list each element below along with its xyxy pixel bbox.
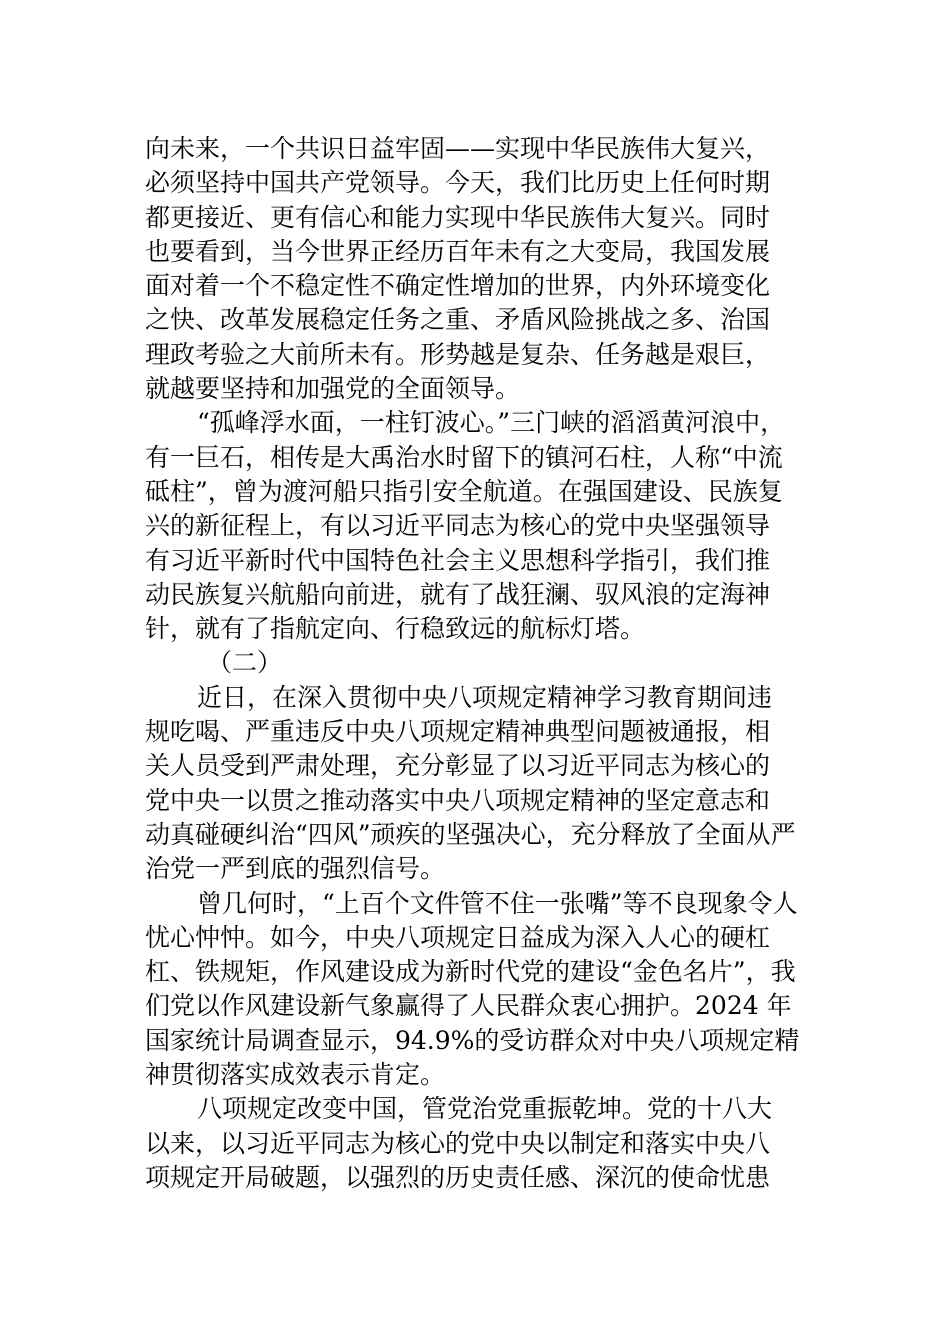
text-line: 曾几何时，“上百个文件管不住一张嘴”等不良现象令人 <box>197 888 798 918</box>
text-line: 有一巨石，相传是大禹治水时留下的镇河石柱，人称“中流 <box>145 442 783 472</box>
text-line: 理政考验之大前所未有。形势越是复杂、任务越是艰巨， <box>145 339 771 369</box>
text-line: 们党以作风建设新气象赢得了人民群众衷心拥护。2024 年 <box>145 991 792 1021</box>
text-line: 关人员受到严肃处理，充分彰显了以习近平同志为核心的 <box>145 751 771 781</box>
text-line: 忧心忡忡。如今，中央八项规定日益成为深入人心的硬杠 <box>145 922 771 952</box>
text-line: 砥柱”，曾为渡河船只指引安全航道。在强国建设、民族复 <box>145 476 783 506</box>
text-line: 以来，以习近平同志为核心的党中央以制定和落实中央八 <box>145 1128 771 1158</box>
text-line: 有习近平新时代中国特色社会主义思想科学指引，我们推 <box>145 545 771 575</box>
text-line: 之快、改革发展稳定任务之重、矛盾风险挑战之多、治国 <box>145 305 771 335</box>
text-line: 项规定开局破题，以强烈的历史责任感、深沉的使命忧患 <box>145 1162 771 1192</box>
text-line: 治党一严到底的强烈信号。 <box>145 854 446 884</box>
text-line: 就越要坚持和加强党的全面领导。 <box>145 374 521 404</box>
text-line: 面对着一个不稳定性不确定性增加的世界，内外环境变化 <box>145 271 771 301</box>
document-body <box>145 132 809 1195</box>
text-line: 都更接近、更有信心和能力实现中华民族伟大复兴。同时 <box>145 202 771 232</box>
paragraph-4 <box>145 887 809 1093</box>
text-line: 必须坚持中国共产党领导。今天，我们比历史上任何时期 <box>145 168 771 198</box>
section-heading <box>145 646 809 680</box>
section-number: （二） <box>207 648 283 678</box>
text-line: 国家统计局调查显示，94.9%的受访群众对中央八项规定精 <box>145 1025 800 1055</box>
text-line: 针，就有了指航定向、行稳致远的航标灯塔。 <box>145 614 646 644</box>
text-line: 八项规定改变中国，管党治党重振乾坤。党的十八大 <box>197 1094 773 1124</box>
text-line: 向未来，一个共识日益牢固——实现中华民族伟大复兴， <box>145 134 771 163</box>
paragraph-3 <box>145 681 809 887</box>
text-line: 规吃喝、严重违反中央八项规定精神典型问题被通报，相 <box>145 717 771 747</box>
text-line: 党中央一以贯之推动落实中央八项规定精神的坚定意志和 <box>145 785 771 815</box>
text-line: 动真碰硬纠治“四风”顽疾的坚强决心，充分释放了全面从严 <box>145 819 796 849</box>
paragraph-5 <box>145 1092 809 1195</box>
text-line: 动民族复兴航船向前进，就有了战狂澜、驭风浪的定海神 <box>145 579 771 609</box>
paragraph-2 <box>145 406 809 646</box>
paragraph-1 <box>145 132 809 406</box>
text-line: “孤峰浮水面，一柱钉波心。”三门峡的滔滔黄河浪中， <box>197 408 786 438</box>
text-line: 兴的新征程上，有以习近平同志为核心的党中央坚强领导 <box>145 511 771 541</box>
text-line: 神贯彻落实成效表示肯定。 <box>145 1060 446 1090</box>
text-line: 近日，在深入贯彻中央八项规定精神学习教育期间违 <box>197 682 773 712</box>
text-line: 也要看到，当今世界正经历百年未有之大变局，我国发展 <box>145 236 771 266</box>
text-line: 杠、铁规矩，作风建设成为新时代党的建设“金色名片”，我 <box>145 957 796 987</box>
